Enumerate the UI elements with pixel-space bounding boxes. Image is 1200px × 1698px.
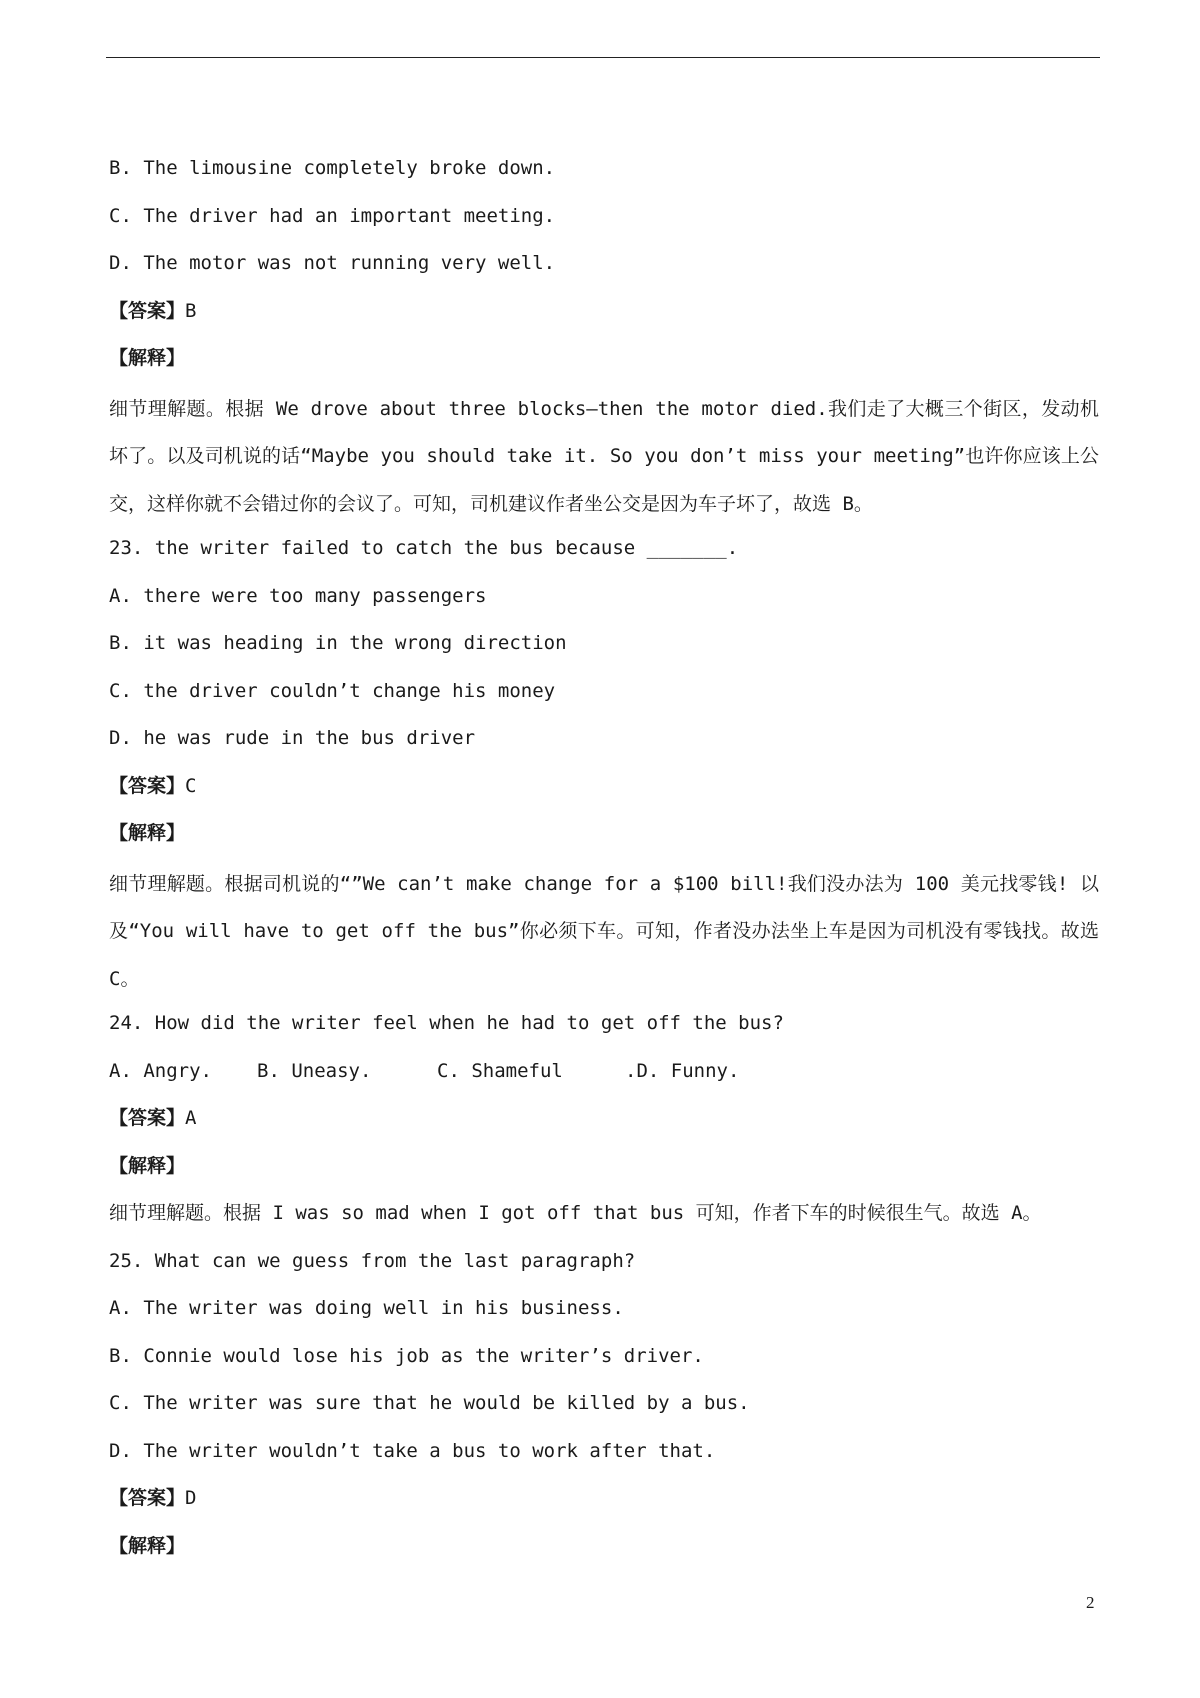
- q25-explanation-label: 【解释】: [109, 1534, 186, 1557]
- q25-option-b: B. Connie would lose his job as the writer’s driver.: [109, 1344, 704, 1367]
- q25-option-d: D. The writer wouldn’t take a bus to work after that.: [109, 1439, 716, 1462]
- q24-option-d: .D. Funny.: [625, 1059, 740, 1082]
- q22-explanation-label: 【解释】: [109, 347, 186, 369]
- q23-option-c: C. the driver couldn’t change his money: [109, 679, 556, 702]
- q24-option-a: A. Angry.: [109, 1059, 212, 1082]
- q25-answer: [109, 1478, 1099, 1526]
- q22-answer: [109, 291, 1099, 339]
- q22-option-b: B. The limousine completely broke down.: [109, 157, 556, 179]
- answer-value: B: [185, 299, 197, 322]
- q23-option-d: D. he was rude in the bus driver: [109, 727, 476, 749]
- header-rule: [106, 57, 1100, 58]
- q24-options: [109, 1051, 1099, 1099]
- q24-option-b: B. Uneasy.: [257, 1059, 372, 1082]
- q23-stem: 23. the writer failed to catch the bus because _______.: [109, 537, 739, 559]
- q22-option-d: D. The motor was not running very well.: [109, 252, 556, 274]
- answer-label: 【答案】: [109, 1487, 186, 1509]
- q23-explanation-label: 【解释】: [109, 822, 186, 844]
- q24-answer: [109, 1098, 1099, 1146]
- q25-option-c: C. The writer was sure that he would be killed by a bus.: [109, 1392, 750, 1414]
- q24-explanation-label: 【解释】: [109, 1154, 186, 1177]
- q22-option-c: C. The driver had an important meeting.: [109, 204, 556, 227]
- document-body: [109, 148, 1099, 1573]
- answer-value: D: [185, 1487, 197, 1509]
- page-number: 2: [1086, 1593, 1095, 1612]
- answer-label: 【答案】: [109, 299, 186, 322]
- answer-label: 【答案】: [109, 774, 186, 797]
- answer-value: A: [185, 1107, 197, 1129]
- q23-explanation: 细节理解题。根据司机说的“”We can’t make change for a $100 bill!我们没办法为 100 美元找零钱! 以及“You will have to get off the bus”你必须下车。可知，作者没办法坐上车是因为司机没有零钱找。故选 C。: [109, 872, 1099, 990]
- q22-explanation: 细节理解题。根据 We drove about three blocks—then the motor died.我们走了大概三个街区，发动机坏了。以及司机说的话“Maybe you should take it. So you don’t miss your meeting”也许你应该上公交，这样你就不会错过你的会议了。可知，司机建议作者坐公交是因为车子坏了，故选 B。: [109, 397, 1099, 515]
- q23-answer: [109, 766, 1099, 814]
- q25-stem: 25. What can we guess from the last paragraph?: [109, 1249, 636, 1272]
- answer-value: C: [185, 774, 197, 797]
- q25-option-a: A. The writer was doing well in his business.: [109, 1297, 624, 1319]
- q24-option-c: C. Shameful: [437, 1059, 563, 1082]
- q24-stem: 24. How did the writer feel when he had to get off the bus?: [109, 1012, 784, 1034]
- q23-option-a: A. there were too many passengers: [109, 584, 487, 607]
- q23-option-b: B. it was heading in the wrong direction: [109, 632, 567, 654]
- q24-explanation: 细节理解题。根据 I was so mad when I got off that bus 可知，作者下车的时候很生气。故选 A。: [109, 1202, 1042, 1224]
- answer-label: 【答案】: [109, 1107, 186, 1129]
